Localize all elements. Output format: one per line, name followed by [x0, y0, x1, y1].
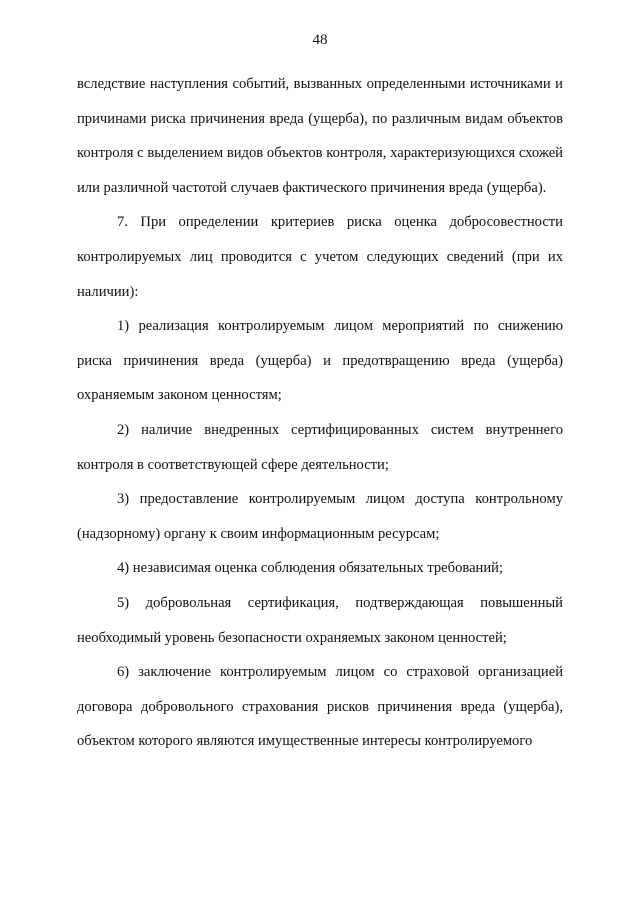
list-item-5: 5) добровольная сертификация, подтверждающая повышенный необходимый уровень безопасности охраняемых законом ценностей;: [77, 594, 563, 646]
list-item-1: 1) реализация контролируемым лицом мероприятий по снижению риска причинения вреда (ущерба) и предотвращению вреда (ущерба) охраняемым законом ценностям;: [77, 318, 563, 404]
document-body: [77, 67, 563, 759]
list-item-2: 2) наличие внедренных сертифицированных систем внутреннего контроля в соответствующей сфере деятельности;: [77, 421, 563, 473]
paragraph-item-7: 7. При определении критериев риска оценка добросовестности контролируемых лиц проводится с учетом следующих сведений (при их наличии):: [77, 214, 563, 300]
list-item-3: 3) предоставление контролируемым лицом доступа контрольному (надзорному) органу к своим информационным ресурсам;: [77, 491, 563, 542]
paragraph-continuation: вследствие наступления событий, вызванных определенными источниками и причинами риска причинения вреда (ущерба), по различным видам объектов контроля с выделением видов объектов контроля, характеризующихся схожей или различной частотой случаев фактического причинения вреда (ущерба).: [77, 76, 563, 196]
list-item-4: 4) независимая оценка соблюдения обязательных требований;: [117, 560, 504, 577]
page-number: 48: [312, 32, 328, 48]
list-item-6: 6) заключение контролируемым лицом со страховой организацией договора добровольного страхования рисков причинения вреда (ущерба), объектом которого являются имущественные интересы контролируемого: [77, 664, 563, 750]
